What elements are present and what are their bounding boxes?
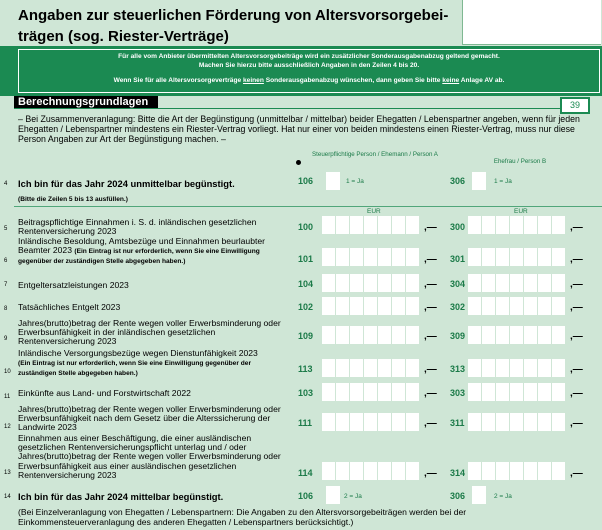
amount-input-113[interactable] xyxy=(322,359,420,377)
intro-text: – Bei Zusammenveranlagung: Bitte die Art der Begünstigung (unmittelbar / mittelbar) beider Ehegatten / Lebenspartner angeben, wenn für jeden Ehegatten / Lebenspartner mindestens ein Riester-Vertrag vorliegt. Hat nur einer von beiden mindestens einen Riester-Vertrag, muss nur diese Person Angaben zur Art der Begünstigung machen. – xyxy=(18,114,580,144)
cents-marker: ,— xyxy=(570,279,583,290)
cents-marker: ,— xyxy=(570,468,583,479)
amount-input-100[interactable] xyxy=(322,216,420,234)
cents-marker: ,— xyxy=(424,222,437,233)
cents-marker: ,— xyxy=(424,279,437,290)
field-code-b: 303 xyxy=(450,388,466,398)
info-line-1: Für alle vom Anbieter übermittelten Altersvorsorgebeiträge wird ein zusätzlicher Sonderausgabenabzug geltend gemacht. xyxy=(118,53,500,60)
hint-a: 1 = Ja xyxy=(346,178,364,185)
line-number: 5 xyxy=(4,226,8,232)
field-code-a: 109 xyxy=(298,331,314,341)
line-number: 14 xyxy=(4,494,11,500)
amount-input-314[interactable] xyxy=(468,462,566,480)
cents-marker: ,— xyxy=(570,331,583,342)
field-code-b: 314 xyxy=(450,468,466,478)
amount-input-301[interactable] xyxy=(468,248,566,266)
footer-note: (Bei Einzelveranlagung von Ehegatten / Lebenspartnern: Die Angaben zu den Altersvorsorgebeiträgen werden bei der Einkommensteuerveranlagung des anderen Ehegatten / Lebenspartners berücksichtigt.) xyxy=(18,507,467,527)
cents-marker: ,— xyxy=(570,388,583,399)
input-306-b-mittelbar[interactable] xyxy=(472,486,487,504)
amount-input-313[interactable] xyxy=(468,359,566,377)
cents-marker: ,— xyxy=(424,364,437,375)
amount-input-309[interactable] xyxy=(468,326,566,344)
cents-marker: ,— xyxy=(424,331,437,342)
info-line-2: Machen Sie hierzu bitte ausschließlich Angaben in den Zeilen 4 bis 20. xyxy=(198,62,420,69)
field-code-a: 113 xyxy=(298,364,313,374)
cents-marker: ,— xyxy=(424,302,437,313)
field-code-b: 300 xyxy=(450,222,466,232)
field-code-a: 102 xyxy=(298,302,314,312)
row-label: Beitragspflichtige Einnahmen i. S. d. inländischen gesetzlichen Rentenversicherung 2023 xyxy=(18,217,257,237)
row-sublabel: (Bitte die Zeilen 5 bis 13 ausfüllen.) xyxy=(18,196,128,203)
amount-input-300[interactable] xyxy=(468,216,566,234)
header-blank-field xyxy=(462,0,601,45)
row-label: Einnahmen aus einer Beschäftigung, die einer ausländischen gesetzlichen Rentenversicherungspflicht unterlag und / oder Jahres(brutto)betrag der Rente wegen voller Erwerbsminderung oder Erwerbsunfähigkeit aus einer ausländischen gesetzlichen Rentenversicherung 2023 xyxy=(18,433,281,480)
input-306-b[interactable] xyxy=(472,172,487,190)
line-number: 7 xyxy=(4,282,8,288)
amount-input-302[interactable] xyxy=(468,297,566,315)
field-code-b: 306 xyxy=(450,176,466,186)
amount-input-103[interactable] xyxy=(322,383,420,401)
cents-marker: ,— xyxy=(570,418,583,429)
cents-marker: ,— xyxy=(570,364,583,375)
row-label: Inländische Besoldung, Amtsbezüge und Einnahmen beurlaubter Beamter 2023 (Ein Eintrag ist nur erforderlich, wenn Sie eine Einwilligung gegenüber der zuständigen Stelle abgegeben haben.) xyxy=(18,236,266,266)
field-code-a: 106 xyxy=(298,491,314,501)
row-label: Jahres(brutto)betrag der Rente wegen voller Erwerbsminderung oder Erwerbsunfähigkeit nach dem Gesetz über die Alterssicherung der Landwirte 2023 xyxy=(18,404,281,433)
amount-input-109[interactable] xyxy=(322,326,420,344)
column-header-b: Ehefrau / Person B xyxy=(493,158,547,165)
cents-marker: ,— xyxy=(570,302,583,313)
amount-input-311[interactable] xyxy=(468,413,566,431)
field-code-b: 313 xyxy=(450,364,466,374)
input-106-a[interactable] xyxy=(326,172,341,190)
field-code-b: 301 xyxy=(450,254,466,264)
line-number: 6 xyxy=(4,258,8,264)
hint-b: 2 = Ja xyxy=(494,493,512,500)
field-code-b: 306 xyxy=(450,491,466,501)
section-number: 39 xyxy=(560,97,590,114)
field-code-b: 311 xyxy=(450,418,465,428)
line-number: 10 xyxy=(4,369,11,375)
form-title: Angaben zur steuerlichen Förderung von Altersvorsorgebei- trägen (sog. Riester-Verträge) xyxy=(18,7,449,45)
row-label: Entgeltersatzleistungen 2023 xyxy=(18,280,129,290)
row-label: Ich bin für das Jahr 2024 mittelbar begünstigt. xyxy=(18,491,224,502)
field-code-b: 304 xyxy=(450,279,466,289)
eur-label-b: EUR xyxy=(514,208,528,215)
cents-marker: ,— xyxy=(424,418,437,429)
section-divider xyxy=(14,108,562,109)
row-label: Einkünfte aus Land- und Forstwirtschaft 2022 xyxy=(18,388,191,398)
cents-marker: ,— xyxy=(424,388,437,399)
row-label: Jahres(brutto)betrag der Rente wegen voller Erwerbsminderung oder Erwerbsunfähigkeit in der inländischen gesetzlichen Rentenversicherung 2023 xyxy=(18,318,281,347)
field-code-a: 106 xyxy=(298,176,314,186)
hint-a: 2 = Ja xyxy=(344,493,362,500)
column-header-a: Steuerpflichtige Person / Ehemann / Person A xyxy=(312,151,438,158)
row-label: Inländische Versorgungsbezüge wegen Dienstunfähigkeit 2023 (Ein Eintrag ist nur erforderlich, wenn Sie eine Einwilligung gegenüber der zuständigen Stelle abgegeben haben.) xyxy=(18,348,258,378)
field-code-a: 104 xyxy=(298,279,314,289)
eur-label-a: EUR xyxy=(367,208,381,215)
field-code-a: 101 xyxy=(298,254,314,264)
hint-b: 1 = Ja xyxy=(494,178,512,185)
section-title: Berechnungsgrundlagen xyxy=(14,96,158,109)
bullet-marker xyxy=(296,160,301,165)
field-code-a: 100 xyxy=(298,222,314,232)
line-number: 8 xyxy=(4,306,8,312)
amount-input-114[interactable] xyxy=(322,462,420,480)
amount-input-303[interactable] xyxy=(468,383,566,401)
line-number: 12 xyxy=(4,424,11,430)
amount-input-104[interactable] xyxy=(322,274,420,292)
line-number: 9 xyxy=(4,336,8,342)
line-number: 11 xyxy=(4,394,11,400)
amount-input-304[interactable] xyxy=(468,274,566,292)
input-106-a-mittelbar[interactable] xyxy=(326,486,341,504)
field-code-b: 309 xyxy=(450,331,466,341)
field-code-a: 111 xyxy=(298,418,313,428)
line-number: 13 xyxy=(4,470,11,476)
row-divider xyxy=(14,206,602,207)
row-label: Ich bin für das Jahr 2024 unmittelbar begünstigt. xyxy=(18,178,235,189)
info-box xyxy=(18,49,600,93)
cents-marker: ,— xyxy=(424,468,437,479)
info-line-3: Wenn Sie für alle Altersvorsorgeverträge keinen Sonderausgabenabzug wünschen, dann geben Sie bitte keine Anlage AV ab. xyxy=(113,77,505,84)
amount-input-102[interactable] xyxy=(322,297,420,315)
cents-marker: ,— xyxy=(570,254,583,265)
field-code-b: 302 xyxy=(450,302,466,312)
amount-input-101[interactable] xyxy=(322,248,420,266)
amount-input-111[interactable] xyxy=(322,413,420,431)
cents-marker: ,— xyxy=(424,254,437,265)
line-number: 4 xyxy=(4,181,8,187)
field-code-a: 103 xyxy=(298,388,314,398)
field-code-a: 114 xyxy=(298,468,313,478)
cents-marker: ,— xyxy=(570,222,583,233)
row-label: Tatsächliches Entgelt 2023 xyxy=(18,302,121,312)
